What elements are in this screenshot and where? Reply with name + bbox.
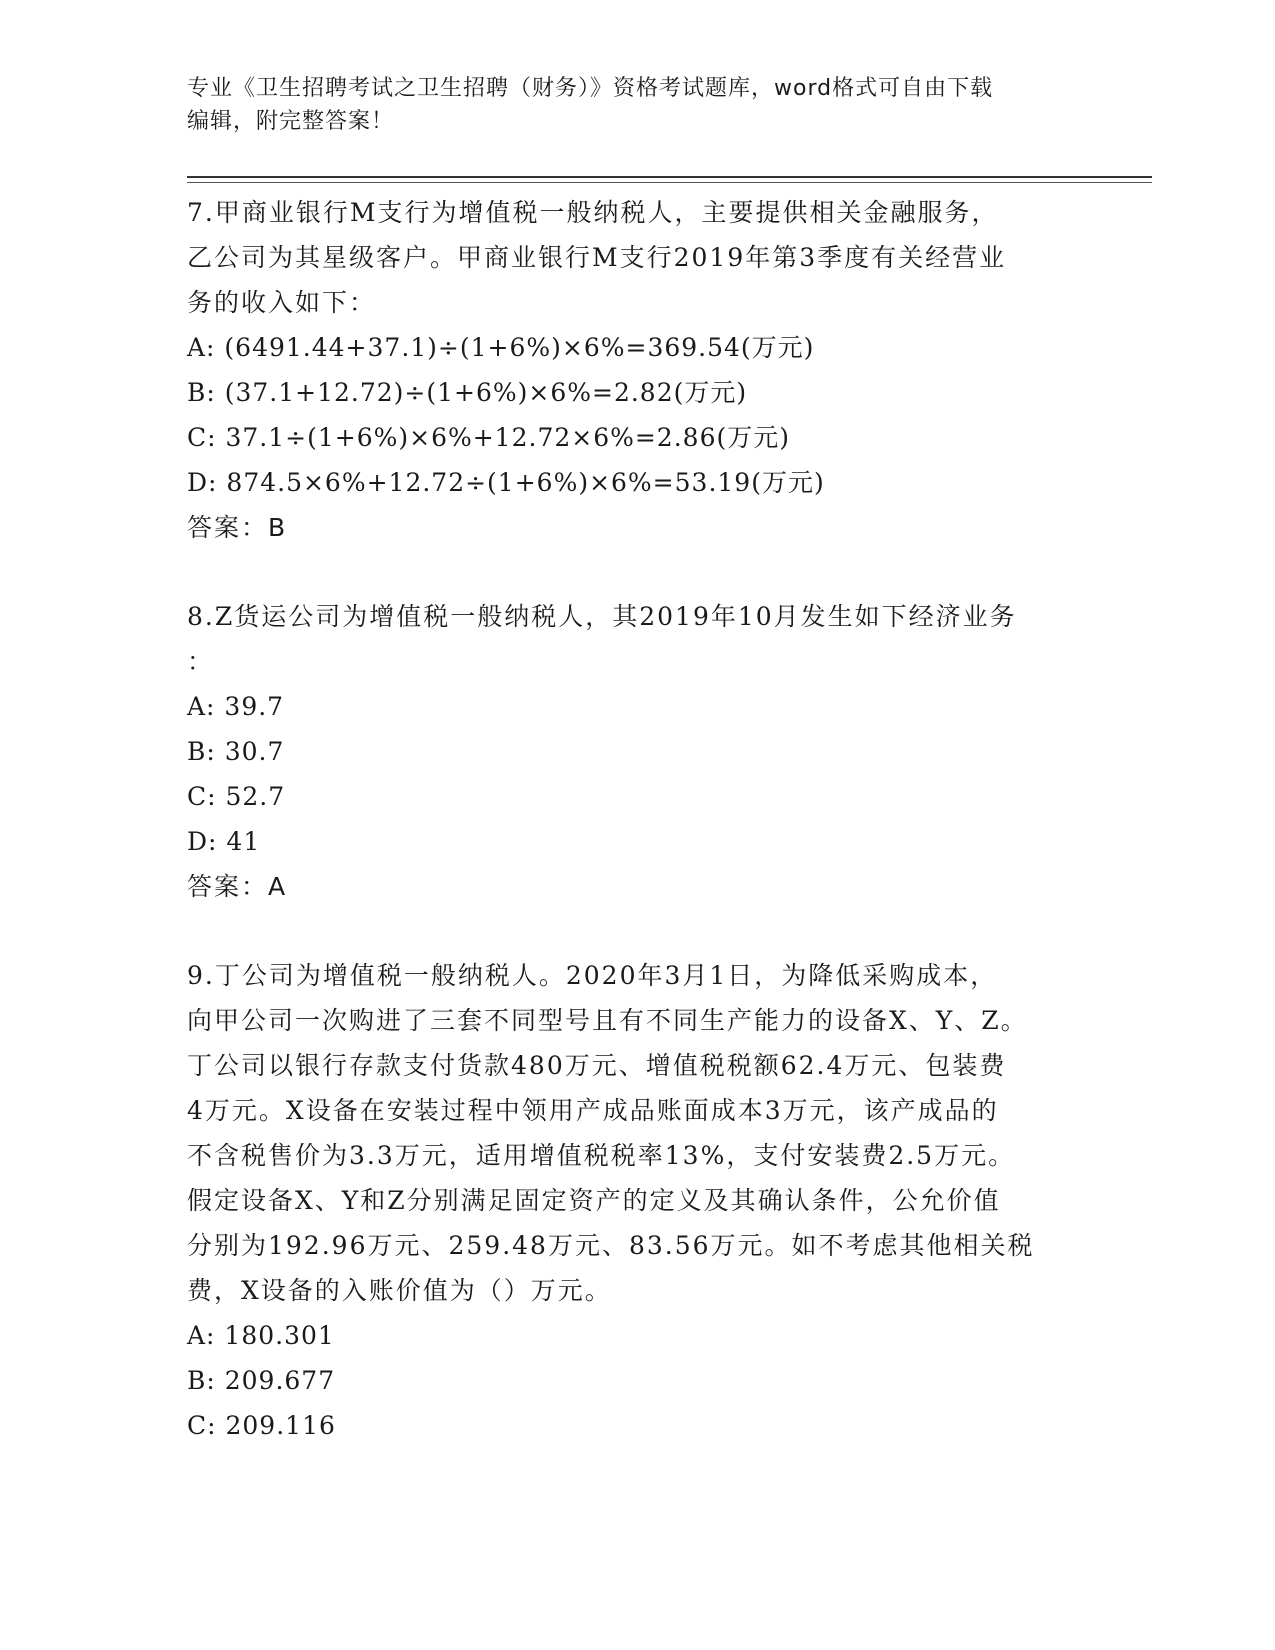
question-stem-line: 7.甲商业银行M支行为增值税一般纳税人，主要提供相关金融服务，	[187, 198, 999, 227]
answer-label: 答案：A	[187, 872, 288, 901]
question-stem-line: 乙公司为其星级客户。甲商业银行M支行2019年第3季度有关经营业	[187, 243, 1007, 272]
question-stem-line: 不含税售价为3.3万元，适用增值税税率13%，支付安装费2.5万元。	[187, 1141, 1016, 1170]
question-spacer	[187, 550, 1087, 594]
document-body	[187, 190, 1087, 1448]
option-a: A: 180.301	[187, 1321, 335, 1350]
question-stem-line: 假定设备X、Y和Z分别满足固定资产的定义及其确认条件，公允价值	[187, 1186, 1001, 1215]
question-spacer	[187, 909, 1087, 953]
option-a: A: 39.7	[187, 692, 285, 721]
question-stem-line: 9.丁公司为增值税一般纳税人。2020年3月1日，为降低采购成本，	[187, 961, 998, 990]
header-divider-thick	[187, 176, 1152, 178]
question-stem-line: 8.Z货运公司为增值税一般纳税人，其2019年10月发生如下经济业务	[187, 602, 1017, 631]
header-line-2: 编辑，附完整答案！	[187, 109, 395, 134]
question-9	[187, 953, 1087, 1448]
option-c: C: 209.116	[187, 1411, 336, 1440]
question-stem-line: 向甲公司一次购进了三套不同型号且有不同生产能力的设备X、Y、Z。	[187, 1006, 1028, 1035]
document-header	[187, 72, 1087, 138]
option-a: A: (6491.44+37.1)÷(1+6%)×6%=369.54(万元)	[187, 333, 815, 362]
question-stem-line: 务的收入如下：	[187, 288, 377, 317]
question-stem-line: 丁公司以银行存款支付货款480万元、增值税税额62.4万元、包装费	[187, 1051, 1007, 1080]
question-stem-line: ：	[187, 647, 215, 676]
question-stem-line: 费，X设备的入账价值为（）万元。	[187, 1276, 612, 1305]
option-b: B: 209.677	[187, 1366, 336, 1395]
option-b: B: (37.1+12.72)÷(1+6%)×6%=2.82(万元)	[187, 378, 748, 407]
option-c: C: 37.1÷(1+6%)×6%+12.72×6%=2.86(万元)	[187, 423, 790, 452]
question-stem-line: 4万元。X设备在安装过程中领用产成品账面成本3万元，该产成品的	[187, 1096, 999, 1125]
option-b: B: 30.7	[187, 737, 285, 766]
header-line-1: 专业《卫生招聘考试之卫生招聘（财务）》资格考试题库，word格式可自由下载	[187, 76, 994, 101]
option-c: C: 52.7	[187, 782, 286, 811]
question-8	[187, 594, 1087, 909]
question-7	[187, 190, 1087, 550]
option-d: D: 41	[187, 827, 261, 856]
option-d: D: 874.5×6%+12.72÷(1+6%)×6%=53.19(万元)	[187, 468, 825, 497]
answer-label: 答案：B	[187, 513, 288, 542]
question-stem-line: 分别为192.96万元、259.48万元、83.56万元。如不考虑其他相关税	[187, 1231, 1035, 1260]
header-divider-thin	[187, 182, 1152, 183]
